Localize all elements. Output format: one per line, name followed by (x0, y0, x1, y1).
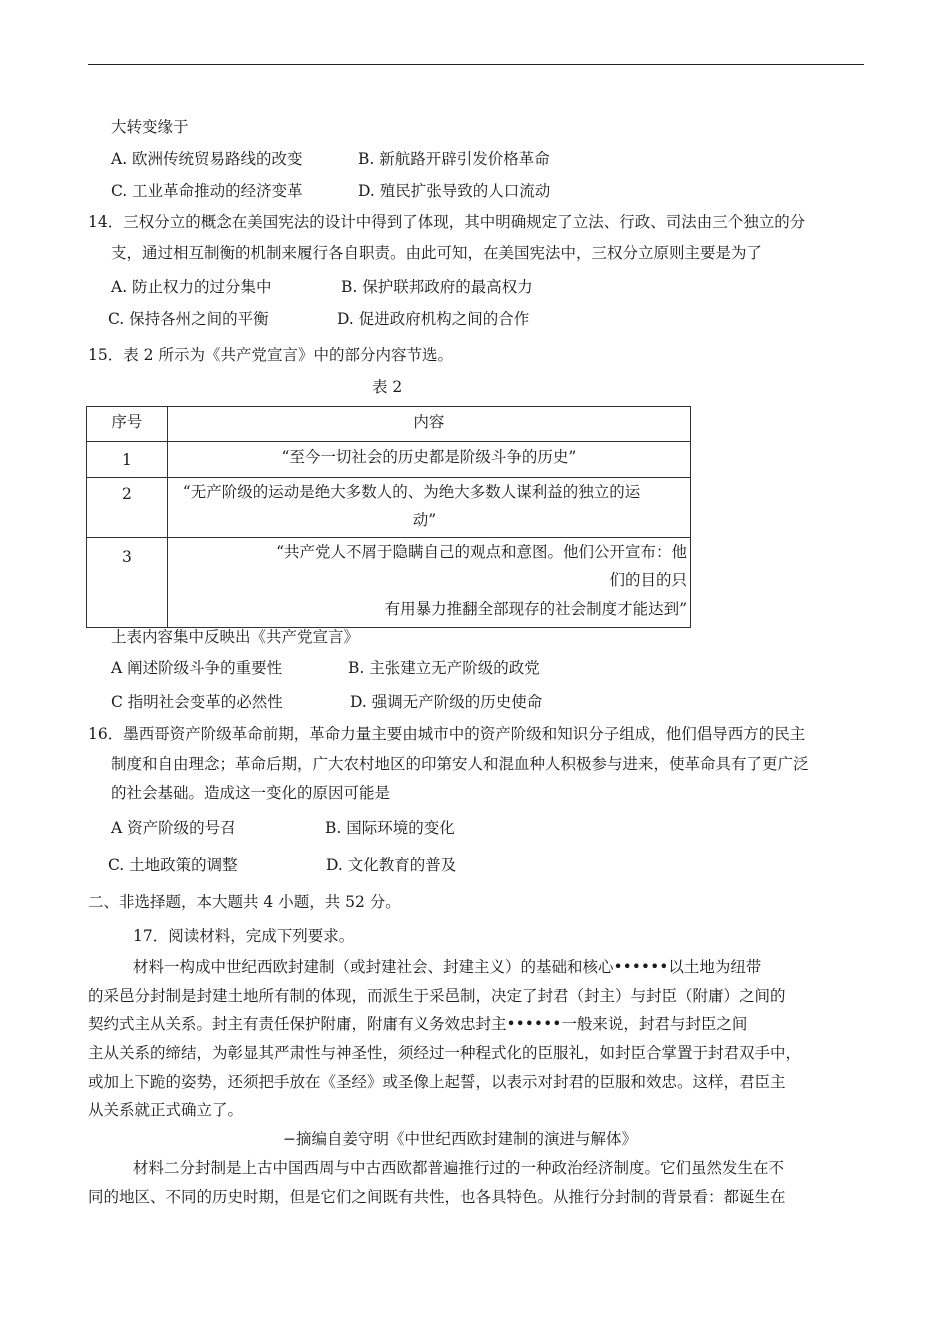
table-row (87, 478, 691, 538)
q16-stem-line-2: 制度和自由理念；革命后期，广大农村地区的印第安人和混血种人积极参与进来，使革命具有了更广泛 (111, 755, 809, 773)
row-content-line: “无产阶级的运动是绝大多数人的、为绝大多数人谋利益的独立的运 (182, 483, 641, 501)
q14-option-b[interactable]: B. 保护联邦政府的最高权力 (341, 278, 533, 296)
q15-stem: 15．表 2 所示为《共产党宣言》中的部分内容节选。 (88, 346, 453, 364)
table-row (87, 442, 691, 478)
table-title: 表 2 (372, 378, 403, 396)
q13-option-c[interactable]: C. 工业革命推动的经济变革 (111, 182, 303, 200)
q13-option-b[interactable]: B. 新航路开辟引发价格革命 (358, 150, 550, 168)
q13-option-a[interactable]: A. 欧洲传统贸易路线的改变 (111, 150, 303, 168)
q14-stem-line-1: 14．三权分立的概念在美国宪法的设计中得到了体现，其中明确规定了立法、行政、司法由三个独立的分 (88, 213, 806, 231)
q13-option-d[interactable]: D. 殖民扩张导致的人口流动 (358, 182, 551, 200)
q13-stem-continuation: 大转变缘于 (111, 118, 189, 136)
row-number: 2 (121, 485, 132, 503)
q16-option-b[interactable]: B. 国际环境的变化 (325, 819, 455, 837)
row-number: 3 (121, 548, 132, 566)
material-2-line: 材料二分封制是上古中国西周与中古西欧都普遍推行过的一种政治经济制度。它们虽然发生在不 (133, 1159, 785, 1177)
q16-option-c[interactable]: C. 土地政策的调整 (108, 856, 238, 874)
q16-option-d[interactable]: D. 文化教育的普及 (326, 856, 457, 874)
material-1-line: 或加上下跪的姿势，还须把手放在《圣经》或圣像上起誓，以表示对封君的臣服和效忠。这样，君臣主 (88, 1073, 786, 1091)
row-content-line: 有用暴力推翻全部现存的社会制度才能达到” (384, 600, 687, 618)
material-1-line: 从关系就正式确立了。 (88, 1101, 244, 1119)
row-content-line: 们的目的只 (609, 571, 687, 589)
table-header-number (87, 407, 168, 442)
q15-after-table: 上表内容集中反映出《共产党宣言》 (111, 628, 360, 646)
q15-option-a[interactable]: A 阐述阶级斗争的重要性 (111, 659, 283, 677)
q15-option-c[interactable]: C 指明社会变革的必然性 (111, 693, 283, 711)
q16-stem-line-1: 16．墨西哥资产阶级革命前期，革命力量主要由城市中的资产阶级和知识分子组成，他们倡导西方的民主 (88, 725, 806, 743)
q14-stem-line-2: 支，通过相互制衡的机制来履行各自职责。由此可知，在美国宪法中，三权分立原则主要是为了 (111, 244, 763, 262)
material-1-line: 契约式主从关系。封主有责任保护附庸，附庸有义务效忠封主••••••一般来说，封君与封臣之间 (88, 1015, 748, 1033)
material-1-line: 的采邑分封制是封建土地所有制的体现，而派生于采邑制，决定了封君（封主）与封臣（附庸）之间的 (88, 987, 786, 1005)
table-header-content-text: 内容 (413, 413, 445, 431)
material-1-line: 主从关系的缔结，为彰显其严肃性与神圣性，须经过一种程式化的臣服礼，如封臣合掌置于封君双手中， (88, 1044, 802, 1062)
table-row (87, 538, 691, 628)
material-2-line: 同的地区、不同的历史时期，但是它们之间既有共性，也各具特色。从推行分封制的背景看：都诞生在 (88, 1188, 786, 1206)
q17-title: 17．阅读材料，完成下列要求。 (133, 927, 355, 945)
material-1-line: 材料一构成中世纪西欧封建制（或封建社会、封建主义）的基础和核心••••••以土地为纽带 (133, 958, 762, 976)
header-rule (88, 64, 864, 65)
row-content-line: “共产党人不屑于隐瞒自己的观点和意图。他们公开宣布：他 (276, 543, 687, 561)
table-cell-number (87, 442, 168, 478)
q15-option-d[interactable]: D. 强调无产阶级的历史使命 (350, 693, 543, 711)
material-1-source: −摘编自姜守明《中世纪西欧封建制的演进与解体》 (283, 1130, 637, 1148)
table-cell-number (87, 538, 168, 628)
row-content-line: “至今一切社会的历史都是阶级斗争的历史” (281, 448, 577, 466)
q14-option-c[interactable]: C. 保持各州之间的平衡 (108, 310, 269, 328)
row-number: 1 (121, 451, 132, 469)
q15-option-b[interactable]: B. 主张建立无产阶级的政党 (348, 659, 540, 677)
q16-option-a[interactable]: A 资产阶级的号召 (111, 819, 236, 837)
table-cell-content (167, 442, 690, 478)
table-cell-content (167, 478, 690, 538)
row-content-line: 动” (412, 511, 437, 529)
table-header-number-text: 序号 (111, 413, 143, 431)
table-cell-content (167, 538, 690, 628)
q14-option-a[interactable]: A. 防止权力的过分集中 (111, 278, 272, 296)
table-header-content (167, 407, 690, 442)
q14-option-d[interactable]: D. 促进政府机构之间的合作 (337, 310, 530, 328)
section-2-heading: 二、非选择题，本大题共 4 小题，共 52 分。 (88, 893, 401, 911)
table-cell-number (87, 478, 168, 538)
q16-stem-line-3: 的社会基础。造成这一变化的原因可能是 (111, 784, 391, 802)
manifesto-table (86, 406, 691, 628)
